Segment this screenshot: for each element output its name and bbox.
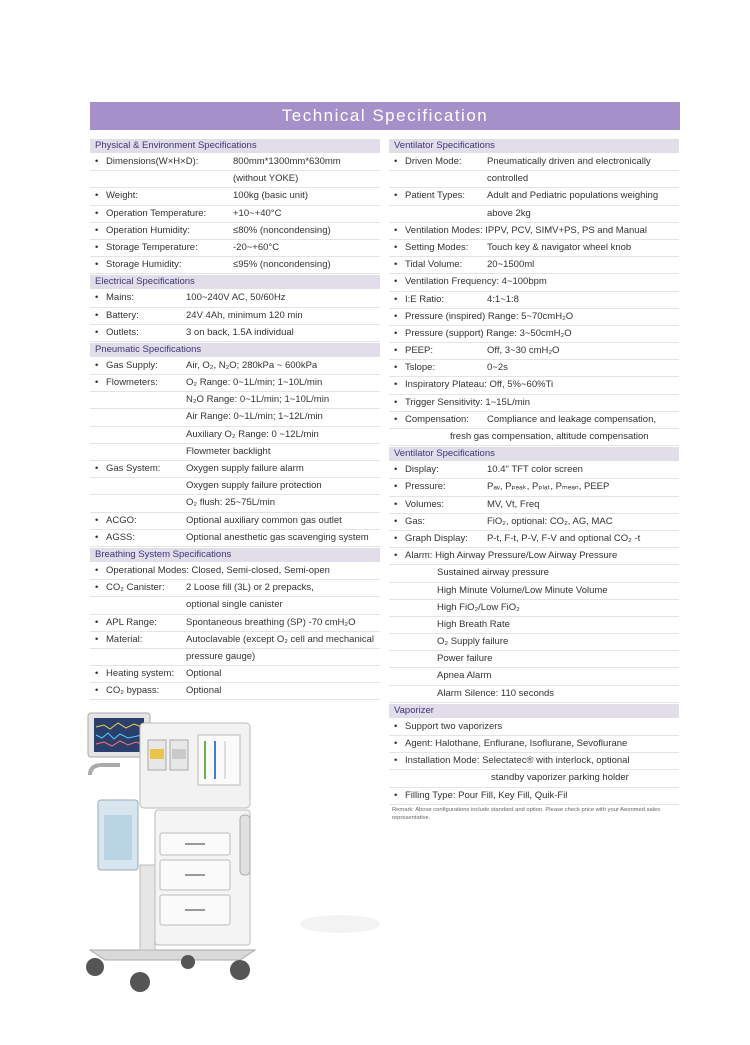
bullet-icon: • xyxy=(95,564,99,576)
spec-row xyxy=(389,206,679,223)
bullet-icon: • xyxy=(394,345,398,357)
spec-label: Ventilation Modes: IPPV, PCV, SIMV+PS, PS and Manual xyxy=(405,224,647,236)
spec-label: Trigger Sensitivity: 1~15L/min xyxy=(405,396,531,408)
bullet-icon: • xyxy=(95,685,99,697)
spec-row xyxy=(90,615,380,632)
spec-row xyxy=(90,580,380,597)
spec-value: Sustained airway pressure xyxy=(437,567,549,579)
spec-value: 4:1~1:8 xyxy=(487,293,519,305)
spec-row xyxy=(389,634,679,651)
bullet-icon: • xyxy=(95,463,99,474)
spec-value: fresh gas compensation, altitude compensation xyxy=(450,431,649,442)
bullet-icon: • xyxy=(95,616,99,628)
spec-row xyxy=(90,597,380,614)
spec-value: 10.4" TFT color screen xyxy=(487,464,583,476)
spec-row xyxy=(90,461,380,478)
spec-row xyxy=(90,392,380,409)
spec-row xyxy=(90,188,380,205)
spec-row xyxy=(389,360,679,377)
spec-row xyxy=(389,479,679,496)
spec-row xyxy=(90,223,380,240)
spec-label: Operation Humidity: xyxy=(106,224,190,236)
spec-row xyxy=(389,617,679,634)
spec-row xyxy=(389,788,679,805)
bullet-icon: • xyxy=(394,396,398,408)
spec-label: Installation Mode: Selectatec® with interlock, optional xyxy=(405,755,630,767)
spec-value: Apnea Alarm xyxy=(437,670,492,682)
spec-row xyxy=(90,375,380,392)
spec-label: Pressure (inspired) Range: 5~70cmH₂O xyxy=(405,310,574,322)
spec-row xyxy=(389,395,679,412)
bullet-icon: • xyxy=(95,259,99,271)
bullet-icon: • xyxy=(394,413,398,425)
spec-value: Optional xyxy=(186,685,222,697)
section-heading: Physical & Environment Specifications xyxy=(90,139,380,153)
bullet-icon: • xyxy=(394,720,398,732)
spec-row xyxy=(389,240,679,257)
spec-row xyxy=(389,719,679,736)
spec-value: ≤95% (noncondensing) xyxy=(233,259,331,271)
bullet-icon: • xyxy=(95,190,99,202)
spec-value: 2 Loose fill (3L) or 2 prepacks, xyxy=(186,582,314,594)
section-heading: Ventilator Specifications xyxy=(389,447,679,461)
spec-row xyxy=(90,171,380,188)
spec-value: Air Range: 0~1L/min; 1~12L/min xyxy=(186,411,323,423)
spec-value: N₂O Range: 0~1L/min; 1~10L/min xyxy=(186,394,330,406)
spec-value: MV, Vt, Freq xyxy=(487,498,540,510)
spec-row xyxy=(90,683,380,700)
spec-value: Off, 3~30 cmH₂O xyxy=(487,345,560,357)
bullet-icon: • xyxy=(394,498,398,510)
spec-value: Autoclavable (except O₂ cell and mechanical xyxy=(186,633,374,645)
spec-row xyxy=(90,308,380,325)
spec-label: Gas System: xyxy=(106,463,161,474)
spec-row xyxy=(389,531,679,548)
spec-row xyxy=(90,495,380,512)
bullet-icon: • xyxy=(394,293,398,305)
spec-label: Gas: xyxy=(405,515,426,527)
spec-row xyxy=(389,326,679,343)
spec-value: standby vaporizer parking holder xyxy=(491,772,629,784)
spec-label: Setting Modes: xyxy=(405,241,469,253)
spec-label: Tidal Volume: xyxy=(405,259,463,271)
spec-row xyxy=(389,377,679,394)
spec-label: Display: xyxy=(405,464,439,476)
spec-label: Volumes: xyxy=(405,498,445,510)
spec-row xyxy=(389,412,679,429)
spec-value: (without YOKE) xyxy=(233,173,299,185)
bullet-icon: • xyxy=(394,532,398,544)
spec-row xyxy=(389,171,679,188)
spec-row xyxy=(90,563,380,580)
spec-value: 800mm*1300mm*630mm xyxy=(233,156,341,167)
spec-row xyxy=(389,548,679,565)
bullet-icon: • xyxy=(394,156,398,167)
spec-row xyxy=(389,257,679,274)
spec-value: P-t, F-t, P-V, F-V and optional CO₂ -t xyxy=(487,532,641,544)
bullet-icon: • xyxy=(394,550,398,562)
bullet-icon: • xyxy=(394,362,398,374)
spec-label: Material: xyxy=(106,633,143,645)
spec-value: Flowmeter backlight xyxy=(186,445,271,457)
spec-value: 24V 4Ah, minimum 120 min xyxy=(186,309,303,321)
spec-value: 20~1500ml xyxy=(487,259,535,271)
spec-row xyxy=(90,154,380,171)
spec-value: Alarm Silence: 110 seconds xyxy=(437,687,555,699)
bullet-icon: • xyxy=(394,464,398,476)
spec-row xyxy=(389,343,679,360)
spec-row xyxy=(389,753,679,770)
spec-label: Outlets: xyxy=(106,326,139,338)
spec-row xyxy=(389,274,679,291)
spec-row xyxy=(90,513,380,530)
spec-row xyxy=(389,736,679,753)
spec-row xyxy=(389,188,679,205)
spec-value: Auxiliary O₂ Range: 0 ~12L/min xyxy=(186,428,319,440)
spec-row xyxy=(90,240,380,257)
section-heading: Electrical Specifications xyxy=(90,275,380,289)
spec-value: Compliance and leakage compensation, xyxy=(487,413,656,425)
spec-row xyxy=(389,429,679,446)
spec-label: Storage Humidity: xyxy=(106,259,182,271)
spec-label: Pressure: xyxy=(405,481,446,493)
spec-value: Touch key & navigator wheel knob xyxy=(487,241,632,253)
bullet-icon: • xyxy=(394,224,398,236)
spec-value: 100~240V AC, 50/60Hz xyxy=(186,292,286,304)
spec-label: CO₂ bypass: xyxy=(106,685,160,697)
spec-value: ≤80% (noncondensing) xyxy=(233,224,331,236)
spec-row xyxy=(389,309,679,326)
spec-row xyxy=(90,409,380,426)
section-heading: Breathing System Specifications xyxy=(90,548,380,562)
spec-row xyxy=(389,583,679,600)
spec-label: CO₂ Canister: xyxy=(106,582,165,594)
spec-row xyxy=(90,444,380,461)
bullet-icon: • xyxy=(95,224,99,236)
spec-row xyxy=(389,292,679,309)
spec-label: I:E Ratio: xyxy=(405,293,445,305)
spec-row xyxy=(90,358,380,375)
spec-value: Oxygen supply failure alarm xyxy=(186,463,304,474)
spec-value: Oxygen supply failure protection xyxy=(186,480,322,492)
spec-label: Filling Type: Pour Fill, Key Fill, Quik-Fil xyxy=(405,789,568,801)
spec-row xyxy=(389,668,679,685)
bullet-icon: • xyxy=(95,377,99,389)
spec-row xyxy=(389,686,679,703)
spec-label: Compensation: xyxy=(405,413,469,425)
spec-value: 3 on back, 1.5A individual xyxy=(186,326,294,338)
spec-value: FiO₂, optional: CO₂, AG, MAC xyxy=(487,515,613,527)
spec-value: O₂ Range: 0~1L/min; 1~10L/min xyxy=(186,377,323,389)
spec-label: Inspiratory Plateau: Off, 5%~60%Ti xyxy=(405,379,554,391)
spec-row xyxy=(90,427,380,444)
spec-label: Dimensions(W×H×D): xyxy=(106,156,199,167)
bullet-icon: • xyxy=(95,156,99,167)
spec-row xyxy=(389,651,679,668)
page-title: Technical Specification xyxy=(90,102,680,130)
spec-row xyxy=(90,478,380,495)
bullet-icon: • xyxy=(95,309,99,321)
section-heading: Pneumatic Specifications xyxy=(90,343,380,357)
spec-label: Support two vaporizers xyxy=(405,720,503,732)
spec-label: Pressure (support) Range: 3~50cmH₂O xyxy=(405,327,572,339)
spec-label: Weight: xyxy=(106,190,139,202)
spec-row xyxy=(389,600,679,617)
spec-label: ACGO: xyxy=(106,514,137,526)
spec-row xyxy=(90,257,380,274)
spec-value: Optional anesthetic gas scavenging system xyxy=(186,531,369,543)
bullet-icon: • xyxy=(394,789,398,801)
spec-label: Operation Temperature: xyxy=(106,207,207,219)
spec-value: optional single canister xyxy=(186,599,283,611)
spec-row xyxy=(389,154,679,171)
spec-value: Adult and Pediatric populations weighing xyxy=(487,190,659,202)
spec-value: Spontaneous breathing (SP) -70 cmH₂O xyxy=(186,616,356,628)
spec-value: O₂ Supply failure xyxy=(437,636,509,648)
spec-label: AGSS: xyxy=(106,531,136,543)
spec-label: Tslope: xyxy=(405,362,436,374)
spec-label: Operational Modes: Closed, Semi-closed, Semi-open xyxy=(106,564,330,576)
spec-row xyxy=(90,325,380,342)
spec-value: O₂ flush: 25~75L/min xyxy=(186,497,275,509)
spec-label: Graph Display: xyxy=(405,532,468,544)
spec-label: Alarm: High Airway Pressure/Low Airway Pressure xyxy=(405,550,618,562)
floor-shadow xyxy=(300,915,380,933)
spec-row xyxy=(389,514,679,531)
bullet-icon: • xyxy=(95,531,99,543)
bullet-icon: • xyxy=(394,379,398,391)
spec-label: Heating system: xyxy=(106,668,175,680)
spec-label: Gas Supply: xyxy=(106,359,158,371)
spec-value: controlled xyxy=(487,173,529,185)
spec-row xyxy=(389,462,679,479)
spec-label: PEEP: xyxy=(405,345,433,357)
spec-value: above 2kg xyxy=(487,207,531,219)
bullet-icon: • xyxy=(95,359,99,371)
bullet-icon: • xyxy=(95,292,99,304)
spec-row xyxy=(90,649,380,666)
spec-value: Optional xyxy=(186,668,222,680)
spec-value: Air, O₂, N₂O; 280kPa ~ 600kPa xyxy=(186,359,318,371)
spec-value: High Minute Volume/Low Minute Volume xyxy=(437,584,608,596)
spec-row xyxy=(389,565,679,582)
bullet-icon: • xyxy=(95,241,99,253)
bullet-icon: • xyxy=(95,326,99,338)
bullet-icon: • xyxy=(95,207,99,219)
spec-label: Storage Temperature: xyxy=(106,241,198,253)
bullet-icon: • xyxy=(95,668,99,680)
spec-value: Pneumatically driven and electronically xyxy=(487,156,651,167)
spec-row xyxy=(90,666,380,683)
section-heading: Ventilator Specifications xyxy=(389,139,679,153)
spec-value: pressure gauge) xyxy=(186,650,256,662)
left-spec-column xyxy=(90,138,380,700)
spec-value: Pₐᵥ, Pₚₑₐₖ, Pₚₗₐₜ, Pₘₑₐₙ, PEEP xyxy=(487,481,610,493)
spec-row xyxy=(90,290,380,307)
spec-value: Optional auxiliary common gas outlet xyxy=(186,514,342,526)
bullet-icon: • xyxy=(394,738,398,749)
spec-value: 100kg (basic unit) xyxy=(233,190,308,202)
remark-note: Remark: Above configurations include standard and option. Please check price with your Aeonmed sales representative. xyxy=(392,807,661,821)
spec-row xyxy=(90,632,380,649)
spec-label: Mains: xyxy=(106,292,134,304)
spec-label: Flowmeters: xyxy=(106,377,158,389)
bullet-icon: • xyxy=(394,190,398,202)
spec-row xyxy=(389,223,679,240)
spec-row xyxy=(389,770,679,787)
bullet-icon: • xyxy=(394,327,398,339)
bullet-icon: • xyxy=(394,755,398,767)
spec-value: High Breath Rate xyxy=(437,618,510,630)
bullet-icon: • xyxy=(394,241,398,253)
spec-label: Ventilation Frequency: 4~100bpm xyxy=(405,276,547,288)
spec-value: -20~+60°C xyxy=(233,241,280,253)
spec-row xyxy=(90,530,380,547)
spec-row xyxy=(90,206,380,223)
spec-label: Patient Types: xyxy=(405,190,466,202)
spec-label: APL Range: xyxy=(106,616,157,628)
spec-value: High FiO₂/Low FiO₂ xyxy=(437,601,520,613)
bullet-icon: • xyxy=(95,582,99,594)
anesthesia-machine-image xyxy=(80,705,265,995)
spec-value: +10~+40°C xyxy=(233,207,282,219)
spec-row xyxy=(389,497,679,514)
bullet-icon: • xyxy=(394,259,398,271)
spec-label: Battery: xyxy=(106,309,139,321)
bullet-icon: • xyxy=(394,515,398,527)
bullet-icon: • xyxy=(394,481,398,493)
bullet-icon: • xyxy=(394,276,398,288)
spec-label: Driven Mode: xyxy=(405,156,462,167)
right-spec-column xyxy=(389,138,679,805)
spec-value: 0~2s xyxy=(487,362,508,374)
section-heading: Vaporizer xyxy=(389,704,679,718)
bullet-icon: • xyxy=(394,310,398,322)
spec-value: Power failure xyxy=(437,653,493,665)
bullet-icon: • xyxy=(95,633,99,645)
bullet-icon: • xyxy=(95,514,99,526)
spec-label: Agent: Halothane, Enflurane, Isoflurane, Sevoflurane xyxy=(405,738,628,749)
